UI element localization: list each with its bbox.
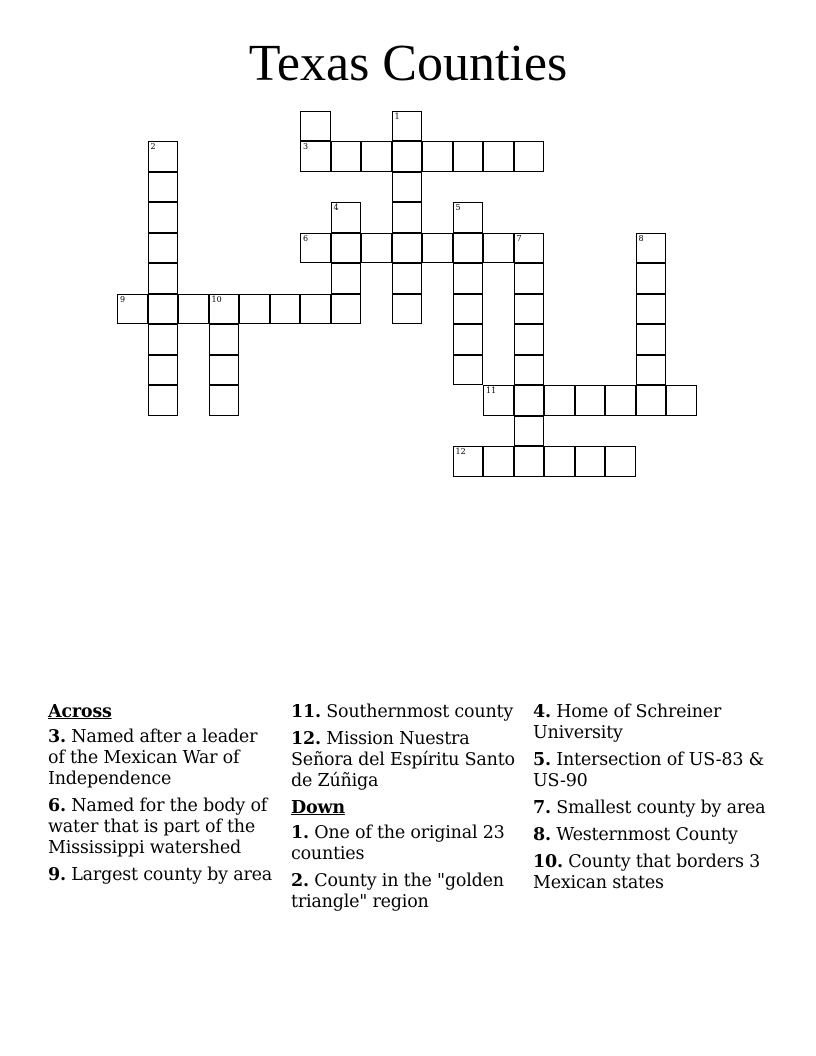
grid-cell	[361, 141, 392, 172]
grid-cell	[392, 233, 423, 264]
grid-cell	[453, 355, 484, 386]
grid-cell	[392, 172, 423, 203]
grid-cell	[514, 294, 545, 325]
grid-cell	[148, 355, 179, 386]
cell-number: 11	[486, 386, 497, 395]
grid-cell	[392, 111, 423, 142]
grid-cell	[453, 141, 484, 172]
grid-cell	[605, 446, 636, 477]
clue-across-6	[48, 796, 273, 859]
cell-number: 6	[303, 233, 309, 243]
grid-cell	[575, 385, 606, 416]
grid-cell	[148, 141, 179, 172]
grid-cell	[209, 355, 240, 386]
clue-text: Southernmost county	[326, 702, 514, 722]
grid-cell	[300, 233, 331, 264]
cell-number: 4	[333, 203, 339, 212]
grid-cell	[636, 294, 667, 325]
grid-cell	[117, 294, 148, 325]
grid-cell	[178, 294, 209, 325]
grid-cell	[270, 294, 301, 325]
clue-text: Smallest county by area	[556, 798, 766, 818]
grid-cell	[636, 324, 667, 355]
grid-cell	[575, 446, 606, 477]
clues-column-3	[533, 702, 768, 900]
grid-cell	[514, 141, 545, 172]
grid-cell	[209, 294, 240, 325]
clue-text: Named after a leader of the Mexican War of Independence	[48, 727, 258, 789]
clue-across-9	[48, 865, 273, 886]
grid-cell	[483, 385, 514, 416]
clue-across-12	[291, 729, 523, 792]
grid-cell	[666, 385, 697, 416]
grid-cell	[605, 385, 636, 416]
grid-cell	[636, 355, 667, 386]
grid-cell	[514, 263, 545, 294]
grid-cell	[300, 141, 331, 172]
grid-cell	[331, 202, 362, 233]
grid-cell	[148, 294, 179, 325]
cell-number: 8	[638, 233, 644, 243]
cell-number: 9	[120, 294, 126, 304]
grid-cell	[148, 263, 179, 294]
grid-cell	[636, 385, 667, 416]
clue-text: Intersection of US-83 & US-90	[533, 750, 764, 791]
grid-cell	[209, 385, 240, 416]
clue-number: 7.	[533, 798, 551, 818]
grid-cell	[544, 385, 575, 416]
clue-text: Mission Nuestra Señora del Espíritu Santo de Zúñiga	[291, 729, 515, 791]
grid-cell	[209, 324, 240, 355]
grid-cell	[453, 263, 484, 294]
grid-cell	[392, 263, 423, 294]
grid-cell	[483, 446, 514, 477]
grid-cell	[483, 233, 514, 264]
grid-cell	[636, 263, 667, 294]
grid-cell	[483, 141, 514, 172]
cell-number: 10	[211, 294, 222, 304]
clue-text: Named for the body of water that is part of the Mississippi watershed	[48, 796, 268, 858]
grid-cell	[514, 233, 545, 264]
clue-down-10	[533, 852, 768, 894]
grid-cell	[392, 294, 423, 325]
across-heading: Across	[48, 702, 112, 722]
grid-cell	[453, 294, 484, 325]
grid-cell	[514, 385, 545, 416]
grid-cell	[514, 324, 545, 355]
clue-number: 12.	[291, 729, 321, 749]
clue-down-4	[533, 702, 768, 744]
page-title: Texas Counties	[248, 35, 568, 92]
grid-cell	[239, 294, 270, 325]
clue-text: Largest county by area	[71, 865, 273, 885]
grid-cell	[331, 233, 362, 264]
clue-down-8	[533, 825, 768, 846]
grid-cell	[148, 202, 179, 233]
grid-cell	[514, 446, 545, 477]
grid-cell	[300, 111, 331, 142]
clue-across-3	[48, 727, 273, 790]
grid-cell	[453, 202, 484, 233]
clue-number: 8.	[533, 825, 551, 845]
grid-cell	[453, 324, 484, 355]
clue-text: County in the "golden triangle" region	[291, 871, 504, 912]
clue-text: County that borders 3 Mexican states	[533, 852, 761, 893]
clue-down-2	[291, 871, 523, 913]
grid-cell	[514, 416, 545, 447]
grid-cell	[453, 233, 484, 264]
clue-number: 4.	[533, 702, 551, 722]
grid-cell	[514, 355, 545, 386]
grid-cell	[331, 294, 362, 325]
clue-text: One of the original 23 counties	[291, 823, 505, 864]
cell-number: 1	[394, 111, 400, 121]
clue-text: Home of Schreiner University	[533, 702, 722, 743]
grid-cell	[148, 172, 179, 203]
grid-cell	[331, 141, 362, 172]
down-heading: Down	[291, 798, 345, 818]
clue-number: 3.	[48, 727, 66, 747]
grid-cell	[453, 446, 484, 477]
clues-column-2	[291, 702, 523, 919]
grid-cell	[636, 233, 667, 264]
grid-cell	[422, 141, 453, 172]
clue-number: 11.	[291, 702, 321, 722]
grid-cell	[422, 233, 453, 264]
clue-number: 1.	[291, 823, 309, 843]
grid-cell	[148, 385, 179, 416]
clue-down-1	[291, 823, 523, 865]
clue-number: 5.	[533, 750, 551, 770]
grid-cell	[300, 294, 331, 325]
grid-cell	[361, 233, 392, 264]
clue-number: 2.	[291, 871, 309, 891]
grid-cell	[148, 324, 179, 355]
clue-number: 10.	[533, 852, 563, 872]
clue-number: 6.	[48, 796, 66, 816]
cell-number: 5	[455, 203, 461, 212]
clues-column-1	[48, 702, 273, 892]
clue-text: Westernmost County	[556, 825, 738, 845]
grid-cell	[544, 446, 575, 477]
clue-across-11	[291, 702, 523, 723]
grid-cell	[392, 141, 423, 172]
clue-down-5	[533, 750, 768, 792]
clue-down-7	[533, 798, 768, 819]
grid-cell	[331, 263, 362, 294]
clue-number: 9.	[48, 865, 66, 885]
grid-cell	[148, 233, 179, 264]
crossword-grid	[0, 0, 816, 500]
cell-number: 12	[455, 447, 466, 456]
grid-cell	[392, 202, 423, 233]
cell-number: 7	[516, 233, 522, 243]
cell-number: 3	[303, 142, 309, 151]
cell-number: 2	[150, 142, 156, 151]
